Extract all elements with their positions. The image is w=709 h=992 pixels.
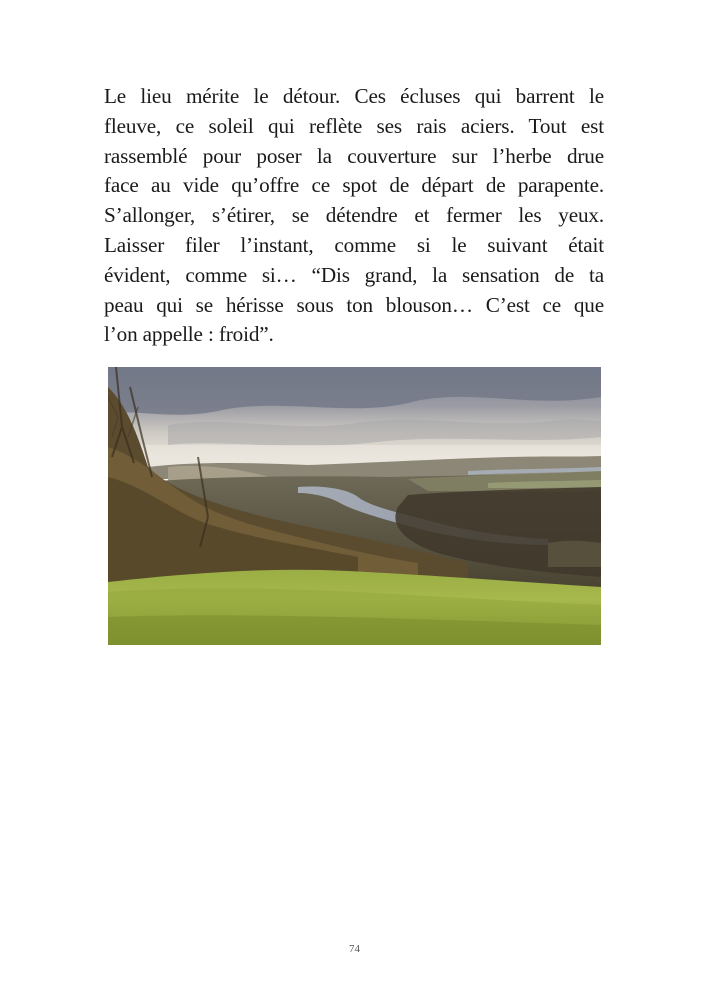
body-paragraph <box>104 82 604 350</box>
paragraph-line: évident, comme si… “Dis grand, la sensation de ta <box>104 262 604 287</box>
paragraph-line: S’allonger, s’étirer, se détendre et fermer les yeux. <box>104 203 604 228</box>
paragraph-line: l’on appelle : froid”. <box>104 322 274 347</box>
paragraph-line: Le lieu mérite le détour. Ces écluses qui barrent le <box>104 84 604 108</box>
paragraph-line: rassemblé pour poser la couverture sur l’herbe drue <box>104 143 604 168</box>
paragraph-line: fleuve, ce soleil qui reflète ses rais aciers. Tout est <box>104 113 604 138</box>
paragraph-line: peau qui se hérisse sous ton blouson… C’est ce que <box>104 292 604 317</box>
paragraph-line: Laisser filer l’instant, comme si le suivant était <box>104 232 604 257</box>
page-number: 74 <box>349 943 360 955</box>
landscape-photo <box>108 367 601 645</box>
paragraph-line: face au vide qu’offre ce spot de départ de parapente. <box>104 173 604 198</box>
